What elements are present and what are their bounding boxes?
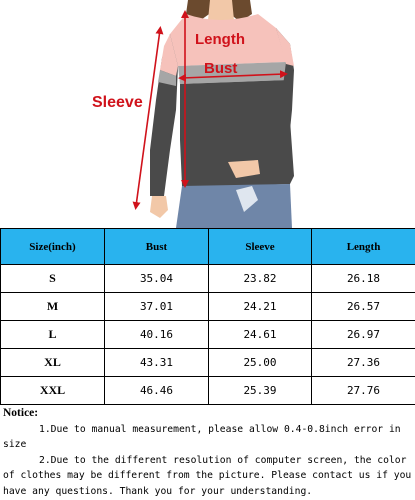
bust-cell: 37.01 xyxy=(105,293,209,321)
notice-line: 1.Due to manual measurement, please allow 0.4-0.8inch error in size xyxy=(3,423,401,450)
model-neck xyxy=(208,0,234,20)
header-bust: Bust xyxy=(105,229,209,265)
length-label: Length xyxy=(195,31,245,48)
notice-title: Notice: xyxy=(3,407,39,419)
length-cell: 26.18 xyxy=(312,265,415,293)
size-cell: M xyxy=(1,293,105,321)
table-row xyxy=(1,377,415,405)
size-cell: S xyxy=(1,265,105,293)
length-cell: 26.57 xyxy=(312,293,415,321)
length-cell: 27.36 xyxy=(312,349,415,377)
sleeve-label: Sleeve xyxy=(92,94,143,111)
table-row xyxy=(1,293,415,321)
table-row xyxy=(1,349,415,377)
bust-cell: 43.31 xyxy=(105,349,209,377)
model-hand-right xyxy=(150,196,168,218)
length-cell: 27.76 xyxy=(312,377,415,405)
bust-cell: 35.04 xyxy=(105,265,209,293)
bust-cell: 40.16 xyxy=(105,321,209,349)
sleeve-cell: 24.21 xyxy=(209,293,312,321)
notice-line: 2.Due to the different resolution of computer screen, the color of clothes may be different from the picture. Please contact us if you have any questions. Thank you for your understanding. xyxy=(3,454,412,497)
sleeve-cell: 25.39 xyxy=(209,377,312,405)
header-size: Size(inch) xyxy=(1,229,105,265)
size-cell: XL xyxy=(1,349,105,377)
product-photo xyxy=(0,0,415,228)
size-chart-table xyxy=(0,228,415,405)
size-cell: L xyxy=(1,321,105,349)
header-length: Length xyxy=(312,229,415,265)
table-row xyxy=(1,265,415,293)
sleeve-cell: 24.61 xyxy=(209,321,312,349)
table-row xyxy=(1,321,415,349)
bust-cell: 46.46 xyxy=(105,377,209,405)
length-cell: 26.97 xyxy=(312,321,415,349)
sleeve-cell: 25.00 xyxy=(209,349,312,377)
model-jeans xyxy=(176,184,292,228)
size-cell: XXL xyxy=(1,377,105,405)
table-header-row xyxy=(1,229,415,265)
notice-section xyxy=(3,406,413,499)
header-sleeve: Sleeve xyxy=(209,229,312,265)
bust-label: Bust xyxy=(204,60,238,77)
sleeve-cell: 23.82 xyxy=(209,265,312,293)
